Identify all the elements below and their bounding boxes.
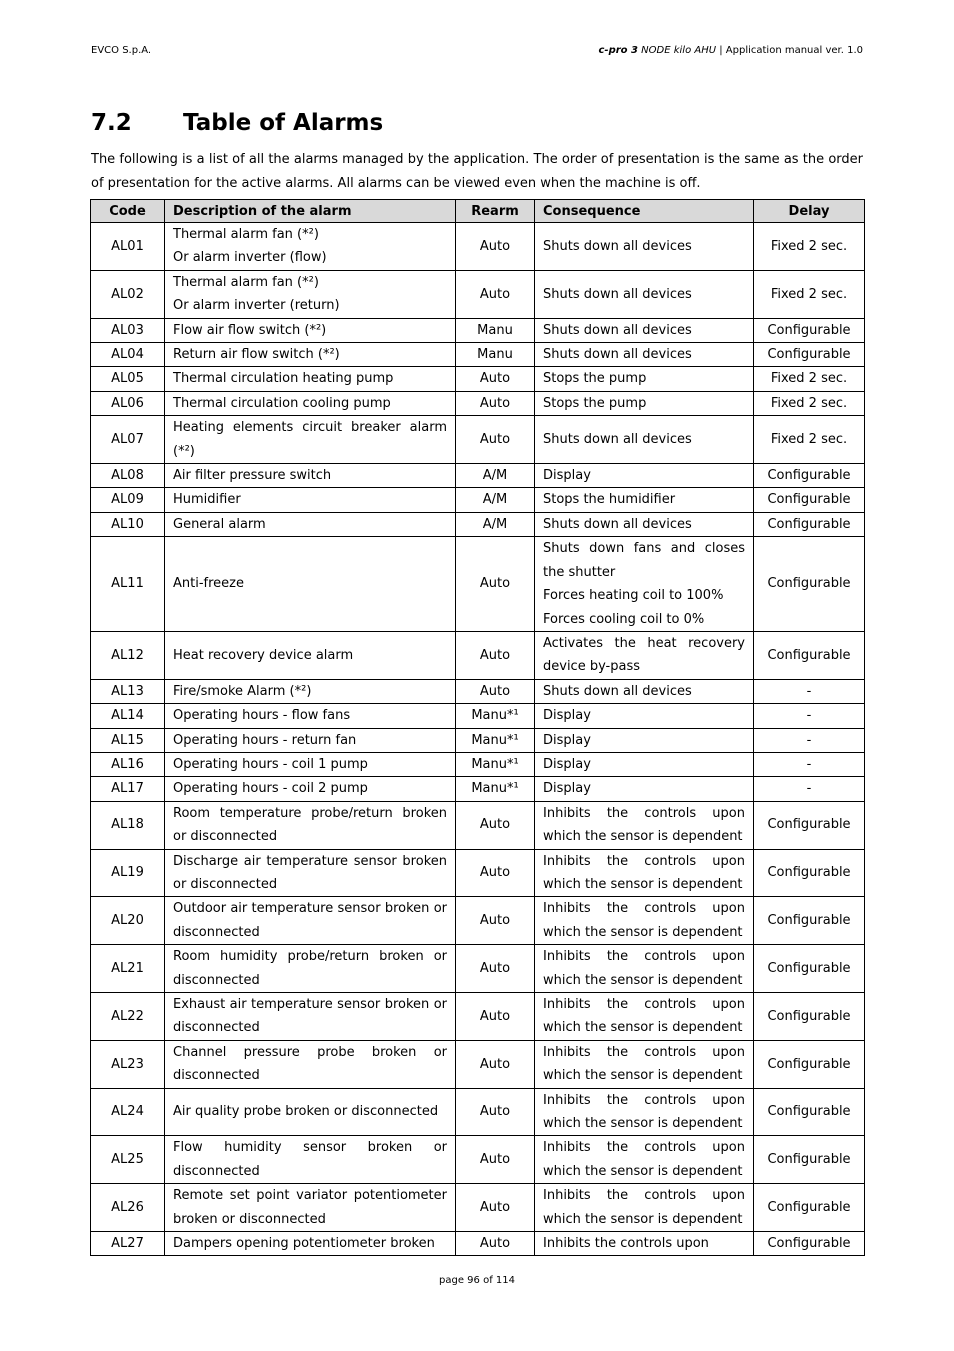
alarm-rearm: Auto [456, 1136, 535, 1184]
header-product-bold: c-pro 3 [598, 45, 638, 56]
alarm-description [165, 343, 456, 367]
alarm-description [165, 1088, 456, 1136]
intro-paragraph: The following is a list of all the alarms managed by the application. The order of presentation is the same as the order of presentation for the active alarms. All alarms can be viewed even when the machine is off. [91, 152, 863, 191]
alarm-description [165, 1040, 456, 1088]
alarm-delay: Configurable [754, 631, 865, 679]
alarm-description [165, 367, 456, 391]
alarm-consequence-line: Inhibits the controls upon which the sensor is dependent [543, 805, 745, 845]
alarm-description-line: Thermal alarm fan (*²) [173, 227, 319, 242]
alarm-description [165, 1184, 456, 1232]
table-header-row [91, 200, 865, 223]
alarm-description-line: Exhaust air temperature sensor broken or disconnected [173, 997, 447, 1036]
alarm-rearm: Manu*¹ [456, 704, 535, 728]
alarm-consequence-line: Shuts down all devices [543, 238, 692, 254]
alarm-code: AL04 [91, 343, 165, 367]
alarm-delay: Configurable [754, 1184, 865, 1232]
alarm-delay: Fixed 2 sec. [754, 416, 865, 464]
alarm-rearm: Auto [456, 270, 535, 318]
alarm-code: AL26 [91, 1184, 165, 1232]
table-row [91, 1232, 865, 1256]
alarm-description [165, 537, 456, 632]
alarm-consequence [535, 1136, 754, 1184]
alarm-consequence [535, 801, 754, 849]
alarm-consequence-line: Stops the humidifier [543, 492, 676, 508]
header-product-italic: NODE kilo AHU [641, 45, 717, 56]
alarm-rearm: Manu*¹ [456, 777, 535, 801]
alarm-consequence-line: Display [543, 756, 591, 772]
alarm-consequence-line: Shuts down all devices [543, 347, 692, 363]
alarm-rearm: A/M [456, 512, 535, 536]
alarm-consequence [535, 993, 754, 1041]
alarm-description-line: Operating hours - coil 2 pump [173, 781, 368, 797]
alarm-consequence [535, 679, 754, 703]
alarm-consequence-line: Shuts down all devices [543, 516, 692, 532]
alarm-consequence-line: Activates the heat recovery device by-pass [543, 635, 745, 675]
alarm-description-line: Flow humidity sensor broken or disconnected [173, 1140, 447, 1179]
alarm-rearm: Auto [456, 223, 535, 271]
alarm-consequence [535, 367, 754, 391]
alarm-delay: Configurable [754, 1088, 865, 1136]
table-row [91, 1136, 865, 1184]
alarm-consequence [535, 897, 754, 945]
alarm-description-line: Thermal alarm fan (*²) [173, 274, 319, 290]
alarm-delay: Fixed 2 sec. [754, 367, 865, 391]
alarm-description-line: Thermal circulation cooling pump [173, 395, 391, 411]
alarm-description [165, 464, 456, 488]
alarm-description-line: Channel pressure probe broken or disconnected [173, 1044, 447, 1084]
alarm-rearm: Auto [456, 631, 535, 679]
alarm-consequence [535, 752, 754, 776]
alarm-code: AL12 [91, 631, 165, 679]
alarm-delay: Fixed 2 sec. [754, 391, 865, 415]
alarm-description-line: Operating hours - return fan [173, 732, 357, 748]
alarm-consequence [535, 318, 754, 342]
alarm-consequence-line: Inhibits the controls upon which the sensor is dependent [543, 1140, 745, 1179]
alarm-rearm: A/M [456, 488, 535, 512]
alarm-delay: - [754, 777, 865, 801]
table-row [91, 679, 865, 703]
alarm-rearm: Auto [456, 391, 535, 415]
alarm-consequence-line: Shuts down fans and closes the shutter [543, 541, 745, 580]
alarm-description [165, 270, 456, 318]
alarm-delay: Configurable [754, 464, 865, 488]
alarm-delay: - [754, 728, 865, 752]
alarm-delay: Configurable [754, 1040, 865, 1088]
alarm-delay: - [754, 752, 865, 776]
alarm-delay: Configurable [754, 945, 865, 993]
alarm-code: AL05 [91, 367, 165, 391]
alarm-code: AL06 [91, 391, 165, 415]
alarm-consequence [535, 728, 754, 752]
alarm-delay: Configurable [754, 512, 865, 536]
header-rearm: Rearm [456, 200, 535, 223]
alarm-consequence [535, 849, 754, 897]
alarm-consequence [535, 343, 754, 367]
alarm-consequence-line: Display [543, 708, 591, 724]
table-row [91, 416, 865, 464]
alarm-description [165, 849, 456, 897]
table-row [91, 993, 865, 1041]
alarm-delay: Configurable [754, 1136, 865, 1184]
alarm-consequence-line: Inhibits the controls upon which the sensor is dependent [543, 901, 745, 940]
alarm-code: AL08 [91, 464, 165, 488]
alarm-delay: Configurable [754, 488, 865, 512]
alarm-consequence-line: Display [543, 781, 591, 797]
alarm-delay: Fixed 2 sec. [754, 223, 865, 271]
alarm-description-line: Outdoor air temperature sensor broken or disconnected [173, 901, 447, 940]
alarm-description [165, 488, 456, 512]
alarm-consequence-line: Inhibits the controls upon which the sensor is dependent [543, 1188, 745, 1227]
alarm-consequence [535, 223, 754, 271]
table-row [91, 777, 865, 801]
alarm-description [165, 223, 456, 271]
table-row [91, 270, 865, 318]
alarm-consequence [535, 777, 754, 801]
alarm-description [165, 512, 456, 536]
table-row [91, 512, 865, 536]
alarm-description [165, 752, 456, 776]
table-row [91, 367, 865, 391]
alarm-consequence-line: Forces cooling coil to 0% [543, 611, 705, 627]
alarm-code: AL14 [91, 704, 165, 728]
alarm-rearm: Auto [456, 945, 535, 993]
alarm-rearm: Auto [456, 993, 535, 1041]
alarm-delay: Configurable [754, 537, 865, 632]
alarm-consequence [535, 631, 754, 679]
alarm-description-line: Return air flow switch (*²) [173, 347, 340, 363]
table-row [91, 488, 865, 512]
table-row [91, 849, 865, 897]
alarm-rearm: Auto [456, 416, 535, 464]
alarm-consequence-line: Stops the pump [543, 371, 647, 387]
table-row [91, 704, 865, 728]
alarm-code: AL11 [91, 537, 165, 632]
alarm-code: AL17 [91, 777, 165, 801]
header-manual-version: | Application manual ver. 1.0 [719, 45, 863, 56]
alarm-consequence-line: Inhibits the controls upon which the sensor is dependent [543, 853, 745, 892]
table-row [91, 537, 865, 632]
table-row [91, 223, 865, 271]
alarm-code: AL20 [91, 897, 165, 945]
table-row [91, 1040, 865, 1088]
alarm-description [165, 801, 456, 849]
alarm-code: AL02 [91, 270, 165, 318]
alarm-description-line: Room humidity probe/return broken or disconnected [173, 949, 447, 988]
alarm-rearm: Auto [456, 367, 535, 391]
alarm-code: AL09 [91, 488, 165, 512]
alarm-description [165, 631, 456, 679]
alarm-code: AL01 [91, 223, 165, 271]
alarm-consequence-line: Inhibits the controls upon which the sensor is dependent [543, 1092, 745, 1132]
alarm-rearm: A/M [456, 464, 535, 488]
alarm-consequence-line: Shuts down all devices [543, 286, 692, 302]
table-body [91, 223, 865, 1256]
alarm-description [165, 1136, 456, 1184]
alarm-rearm: Auto [456, 1088, 535, 1136]
alarm-description-line: Anti-freeze [173, 576, 244, 592]
header-description: Description of the alarm [165, 200, 456, 223]
alarm-description [165, 416, 456, 464]
table-row [91, 945, 865, 993]
alarm-rearm: Auto [456, 897, 535, 945]
alarm-description-line: Remote set point variator potentiometer broken or disconnected [173, 1188, 447, 1227]
alarm-description-line: Flow air flow switch (*²) [173, 322, 327, 338]
alarm-description [165, 1232, 456, 1256]
alarm-delay: Configurable [754, 993, 865, 1041]
alarm-consequence [535, 488, 754, 512]
alarm-description-line: Thermal circulation heating pump [173, 371, 394, 387]
alarm-rearm: Manu [456, 318, 535, 342]
alarm-delay: Configurable [754, 801, 865, 849]
alarm-description-line: Discharge air temperature sensor broken or disconnected [173, 853, 447, 892]
alarm-consequence [535, 1040, 754, 1088]
alarm-consequence [535, 391, 754, 415]
alarm-rearm: Manu*¹ [456, 752, 535, 776]
alarm-code: AL21 [91, 945, 165, 993]
alarm-consequence [535, 1184, 754, 1232]
alarm-description [165, 391, 456, 415]
alarm-description [165, 777, 456, 801]
alarm-consequence [535, 945, 754, 993]
alarm-delay: Configurable [754, 343, 865, 367]
alarm-code: AL10 [91, 512, 165, 536]
alarm-description [165, 704, 456, 728]
alarm-consequence-line: Forces heating coil to 100% [543, 588, 724, 604]
alarm-code: AL25 [91, 1136, 165, 1184]
alarm-code: AL07 [91, 416, 165, 464]
table-row [91, 631, 865, 679]
alarm-consequence [535, 704, 754, 728]
alarm-rearm: Auto [456, 1184, 535, 1232]
table-row [91, 391, 865, 415]
header-code: Code [91, 200, 165, 223]
alarm-consequence [535, 537, 754, 632]
section-number: 7.2 [91, 110, 132, 136]
header-company: EVCO S.p.A. [91, 45, 152, 56]
alarm-description [165, 945, 456, 993]
alarm-rearm: Auto [456, 679, 535, 703]
alarm-rearm: Auto [456, 849, 535, 897]
header-delay: Delay [754, 200, 865, 223]
alarm-consequence-line: Shuts down all devices [543, 322, 692, 338]
alarm-consequence-line: Inhibits the controls upon [543, 1236, 709, 1252]
alarm-delay: Configurable [754, 318, 865, 342]
alarm-rearm: Manu*¹ [456, 728, 535, 752]
alarm-code: AL16 [91, 752, 165, 776]
alarm-description-line: Heating elements circuit breaker alarm (*²) [173, 420, 447, 459]
alarm-consequence [535, 512, 754, 536]
alarm-delay: Configurable [754, 897, 865, 945]
alarm-consequence [535, 1232, 754, 1256]
alarm-description [165, 318, 456, 342]
alarm-consequence-line: Display [543, 732, 591, 748]
alarm-rearm: Auto [456, 801, 535, 849]
alarm-code: AL24 [91, 1088, 165, 1136]
alarm-consequence [535, 416, 754, 464]
alarm-rearm: Auto [456, 537, 535, 632]
table-row [91, 752, 865, 776]
alarms-table [90, 199, 865, 1256]
alarm-consequence [535, 1088, 754, 1136]
alarm-consequence-line: Shuts down all devices [543, 431, 692, 447]
alarm-code: AL13 [91, 679, 165, 703]
alarm-delay: Configurable [754, 1232, 865, 1256]
alarm-consequence [535, 464, 754, 488]
table-row [91, 728, 865, 752]
alarm-code: AL03 [91, 318, 165, 342]
alarm-consequence-line: Inhibits the controls upon which the sensor is dependent [543, 949, 745, 988]
alarm-description-line: Humidifier [173, 492, 241, 508]
table-row [91, 464, 865, 488]
alarm-description-line: Dampers opening potentiometer broken [173, 1236, 435, 1252]
alarm-code: AL19 [91, 849, 165, 897]
alarm-description-line: Or alarm inverter (flow) [173, 250, 327, 266]
table-row [91, 343, 865, 367]
table-row [91, 1088, 865, 1136]
header-manual-info [599, 45, 864, 56]
alarm-description-line: Or alarm inverter (return) [173, 298, 340, 314]
alarm-consequence-line: Inhibits the controls upon which the sensor is dependent [543, 997, 745, 1036]
alarm-description-line: Air filter pressure switch [173, 468, 332, 484]
alarm-rearm: Auto [456, 1040, 535, 1088]
alarm-description-line: Operating hours - coil 1 pump [173, 756, 368, 772]
page-number: page 96 of 114 [439, 1275, 515, 1286]
alarm-rearm: Manu [456, 343, 535, 367]
alarm-description-line: Room temperature probe/return broken or disconnected [173, 805, 447, 845]
alarm-code: AL22 [91, 993, 165, 1041]
alarm-description [165, 897, 456, 945]
alarm-description [165, 993, 456, 1041]
table-row [91, 318, 865, 342]
table-row [91, 801, 865, 849]
alarm-description [165, 679, 456, 703]
alarm-code: AL15 [91, 728, 165, 752]
alarm-consequence-line: Stops the pump [543, 395, 647, 411]
alarm-delay: Configurable [754, 849, 865, 897]
alarm-description [165, 728, 456, 752]
table-row [91, 1184, 865, 1232]
alarm-description-line: Heat recovery device alarm [173, 647, 354, 663]
alarm-consequence-line: Inhibits the controls upon which the sensor is dependent [543, 1044, 745, 1084]
section-title-text: Table of Alarms [183, 110, 384, 136]
alarm-delay: Fixed 2 sec. [754, 270, 865, 318]
alarm-code: AL27 [91, 1232, 165, 1256]
alarm-code: AL18 [91, 801, 165, 849]
alarm-code: AL23 [91, 1040, 165, 1088]
alarm-description-line: Fire/smoke Alarm (*²) [173, 683, 312, 699]
alarm-description-line: Operating hours - flow fans [173, 708, 351, 724]
section-title [91, 110, 383, 136]
header-consequence: Consequence [535, 200, 754, 223]
alarm-consequence-line: Display [543, 468, 591, 484]
alarm-delay: - [754, 704, 865, 728]
alarm-consequence [535, 270, 754, 318]
alarm-consequence-line: Shuts down all devices [543, 683, 692, 699]
alarm-description-line: Air quality probe broken or disconnected [173, 1104, 439, 1120]
alarm-description-line: General alarm [173, 516, 266, 532]
alarm-rearm: Auto [456, 1232, 535, 1256]
table-row [91, 897, 865, 945]
alarm-delay: - [754, 679, 865, 703]
